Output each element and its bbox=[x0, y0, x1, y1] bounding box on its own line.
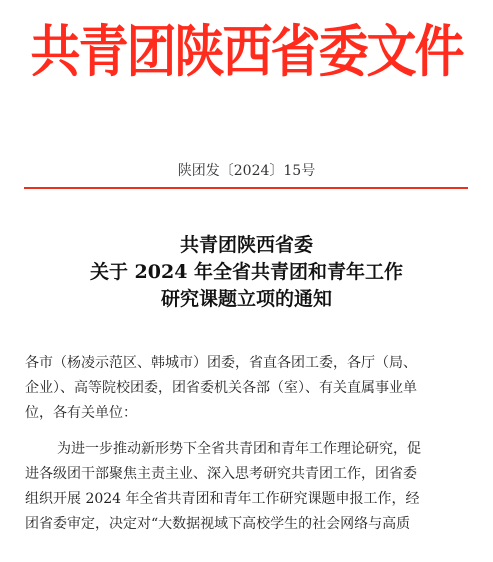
notice-title-line-3: 研究课题立项的通知 bbox=[160, 288, 332, 310]
recipients-line-1: 各市（杨凌示范区、韩城市）团委，省直各团工委，各厅（局、 bbox=[25, 355, 417, 371]
recipients-line-3: 位，各有关单位： bbox=[25, 405, 137, 421]
body-paragraph bbox=[25, 437, 469, 537]
recipients-line-2: 企业）、高等院校团委，团省委机关各部（室）、有关直属事业单 bbox=[25, 380, 417, 396]
body-line-3: 组织开展 2024 年全省共青团和青年工作研究课题申报工作，经 bbox=[25, 491, 420, 507]
body-line-4: 团省委审定，决定对“大数据视域下高校学生的社会网络与高质 bbox=[25, 516, 411, 532]
notice-title-line-1: 共青团陕西省委 bbox=[179, 234, 313, 256]
recipients-block bbox=[25, 351, 469, 426]
body-line-2: 进各级团干部聚焦主责主业、深入思考研究共青团工作，团省委 bbox=[25, 466, 417, 482]
notice-title bbox=[0, 232, 493, 313]
notice-title-line-2: 关于 2024 年全省共青团和青年工作 bbox=[89, 261, 404, 283]
red-divider-line bbox=[24, 187, 468, 189]
body-line-1: 为进一步推动新形势下全省共青团和青年工作理论研究，促 bbox=[57, 441, 421, 457]
document-header-title: 共青团陕西省委文件 bbox=[30, 19, 463, 85]
document-number: 陕团发〔2024〕15号 bbox=[177, 163, 316, 179]
